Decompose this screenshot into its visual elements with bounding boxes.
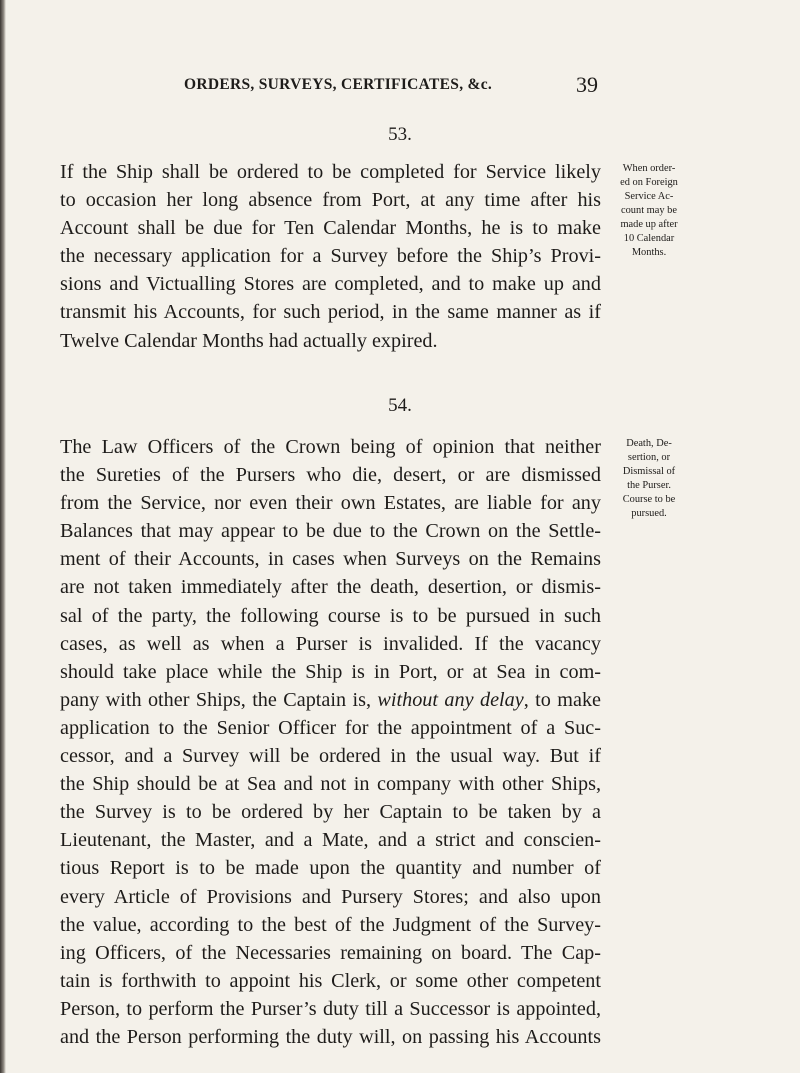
text-line: sions and Victualling Stores are completed, and to make up and	[60, 273, 601, 296]
margin-note-line: Death, De-	[626, 438, 672, 449]
text-line: from the Service, nor even their own Estates, are liable for any	[60, 492, 601, 515]
margin-note-line: Course to be	[622, 494, 676, 505]
text-fragment: pany with other Ships, the Captain is,	[60, 688, 378, 711]
text-line: cases, as well as when a Purser is invalided. If the vacancy	[60, 632, 601, 655]
text-line: ing Officers, of the Necessaries remaining on board. The Cap-	[60, 941, 601, 964]
text-line: cessor, and a Survey will be ordered in the usual way. But if	[60, 745, 601, 768]
text-line: If the Ship shall be ordered to be completed for Service likely	[60, 161, 601, 183]
margin-note-53	[604, 162, 694, 260]
margin-note-line: Dismissal of	[622, 466, 676, 477]
margin-note-line: When order-	[622, 163, 676, 174]
text-line: every Article of Provisions and Pursery Stores; and also upon	[60, 885, 601, 908]
text-line: application to the Senior Officer for the appointment of a Suc-	[60, 716, 601, 739]
section-53-text	[60, 158, 601, 355]
margin-note-line: the Purser.	[627, 480, 671, 491]
text-line: tious Report is to be made upon the quantity and number of	[60, 857, 601, 880]
text-line: are not taken immediately after the death, desertion, or dismis-	[60, 576, 601, 599]
page-edge-shadow	[0, 0, 6, 1073]
margin-note-line: ed on Foreign	[620, 177, 678, 188]
text-fragment: , to make	[523, 688, 602, 711]
text-line: tain is forthwith to appoint his Clerk, or some other competent	[60, 969, 601, 992]
text-line: sal of the party, the following course is to be pursued in such	[60, 604, 601, 627]
text-line: The Law Officers of the Crown being of opinion that neither	[60, 436, 601, 458]
margin-note-line: Months.	[631, 247, 667, 258]
text-line: Balances that may appear to be due to the Crown on the Settle-	[60, 520, 601, 543]
text-line: and the Person performing the duty will, on passing his Accounts	[60, 1025, 601, 1048]
text-line: the Ship should be at Sea and not in company with other Ships,	[60, 773, 601, 796]
margin-note-line: pursued.	[631, 508, 667, 519]
margin-note-line: 10 Calendar	[623, 233, 675, 244]
page-number: 39	[576, 72, 598, 97]
text-line: should take place while the Ship is in Port, or at Sea in com-	[60, 660, 601, 683]
text-line: Account shall be due for Ten Calendar Months, he is to make	[60, 217, 601, 240]
margin-note-line: sertion, or	[627, 452, 671, 463]
text-line: Twelve Calendar Months had actually expired.	[60, 329, 438, 352]
margin-note-line: made up after	[620, 219, 678, 230]
emphasis-text: without any delay	[377, 688, 524, 711]
section-number-54: 54.	[388, 395, 412, 416]
text-line: to occasion her long absence from Port, at any time after his	[60, 189, 601, 212]
text-line: Person, to perform the Purser’s duty till a Successor is appointed,	[60, 997, 601, 1020]
running-head: ORDERS, SURVEYS, CERTIFICATES, &c.	[184, 76, 493, 93]
text-line: the necessary application for a Survey before the Ship’s Provi-	[60, 245, 601, 268]
text-line: the value, according to the best of the Judgment of the Survey-	[60, 913, 601, 936]
text-line: Lieutenant, the Master, and a Mate, and a strict and conscien-	[60, 829, 601, 852]
margin-note-line: Service Ac-	[624, 191, 674, 202]
text-line: ment of their Accounts, in cases when Surveys on the Remains	[60, 548, 601, 571]
text-line: the Survey is to be ordered by her Captain to be taken by a	[60, 801, 601, 824]
text-line-with-emphasis	[60, 686, 601, 714]
text-line: the Sureties of the Pursers who die, desert, or are dismissed	[60, 464, 601, 487]
section-number-53: 53.	[388, 124, 412, 145]
section-54-text	[60, 433, 601, 1051]
page-header	[0, 72, 800, 106]
margin-note-54	[604, 437, 694, 521]
text-line: transmit his Accounts, for such period, in the same manner as if	[60, 301, 601, 324]
margin-note-line: count may be	[621, 205, 677, 216]
